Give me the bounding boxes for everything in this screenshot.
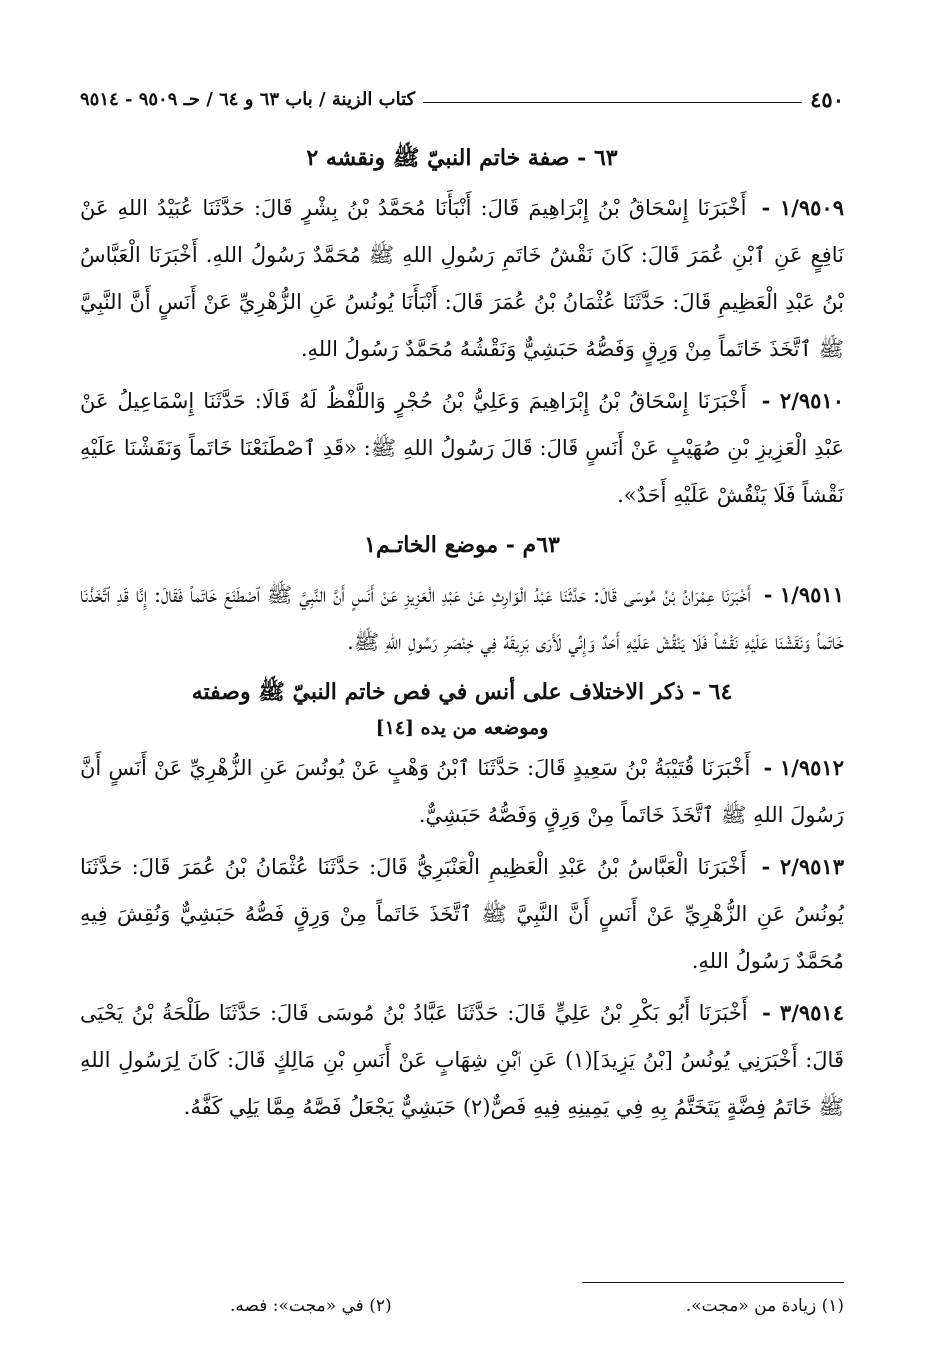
page-header	[80, 84, 844, 114]
chapter-heading: ٦٤ - ذكر الاختلاف على أنس في فص خاتم النبيّ ﷺ وصفته	[191, 679, 733, 705]
hadith-number: ١/٩٥١٢ -	[763, 755, 844, 780]
hadith-text: أَخْبَرَنَا أَبُو بَكْرِ بْنُ عَلِيٍّ قَالَ: حَدَّثَنَا عَبَّادُ بْنُ مُوسَى قَالَ: حَدَّثَنَا طَلْحَةُ بْنُ يَحْيَى قَالَ: أَخْبَرَنِي يُونُسُ [بْنُ يَزِيدَ](١) عَنِ ٱبْنِ شِهَابٍ عَنْ أَنَسِ بْنِ مَالِكٍ قَالَ: كَانَ لِرَسُولِ اللهِ ﷺ خَاتَمُ فِضَّةٍ يَتَخَتَّمُ بِهِ فِي يَمِينِهِ فِيهِ فَصٌّ(٢) حَبَشِيٌّ يَجْعَلُ فَصَّهُ مِمَّا يَلِي كَفَّهُ.	[80, 1001, 844, 1119]
hadith-text: أَخْبَرَنَا إِسْحَاقُ بْنُ إِبْرَاهِيمَ قَالَ: أَنْبَأَنَا مُحَمَّدُ بْنُ بِشْرٍ قَالَ: حَدَّثَنَا عُبَيْدُ اللهِ عَنْ نَافِعٍ عَنِ ٱبْنِ عُمَرَ قَالَ: كَانَ نَقْشُ خَاتَمِ رَسُولِ اللهِ ﷺ مُحَمَّدٌ رَسُولُ اللهِ. أَخْبَرَنَا الْعَبَّاسُ بْنُ عَبْدِ الْعَظِيمِ قَالَ: حَدَّثَنَا عُثْمَانُ بْنُ عُمَرَ قَالَ: أَنْبَأَنَا يُونُسُ عَنِ الزُّهْرِيِّ عَنْ أَنَسٍ أَنَّ النَّبِيَّ ﷺ ٱتَّخَذَ خَاتَماً مِنْ وَرِقٍ وَفَصُّهُ حَبَشِيٌّ وَنَقْشُهُ مُحَمَّدٌ رَسُولُ اللهِ.	[80, 196, 844, 361]
page-number: ٤٥٠	[810, 86, 844, 112]
hadith-number: ٣/٩٥١٤ -	[762, 1000, 844, 1025]
footnote-2: (٢) في «مجت»: فصه.	[230, 1296, 392, 1316]
running-title: كتاب الزينة / باب ٦٣ و ٦٤ / حـ ٩٥٠٩ - ٩٥١٤	[80, 88, 416, 110]
hadith-text: أَخْبَرَنَا إِسْحَاقُ بْنُ إِبْرَاهِيمَ وَعَلِيُّ بْنُ حُجْرٍ وَاللَّفْظُ لَهُ قَالَا: حَدَّثَنَا إِسْمَاعِيلُ عَنْ عَبْدِ الْعَزِيزِ بْنِ صُهَيْبٍ عَنْ أَنَسٍ قَالَ: قَالَ رَسُولُ اللهِ ﷺ: «قَدِ ٱصْطَنَعْنَا خَاتَماً وَنَقَشْنَا عَلَيْهِ نَقْشاً فَلَا يَنْقُشْ عَلَيْهِ أَحَدٌ».	[80, 389, 844, 507]
hadith-number: ٢/٩٥١٠ -	[761, 388, 844, 413]
hadith-paragraph	[80, 377, 844, 519]
footnote-divider	[582, 1282, 844, 1283]
hadith-paragraph	[80, 989, 844, 1131]
chapter-heading: ٦٣م - موضع الخاتـم١	[364, 532, 560, 558]
hadith-number: ١/٩٥٠٩ -	[761, 195, 844, 220]
hadith-text: أَخْبَرَنَا الْعَبَّاسُ بْنُ عَبْدِ الْعَظِيمِ الْعَنْبَرِيُّ قَالَ: حَدَّثَنَا عُثْمَانُ بْنُ عُمَرَ قَالَ: حَدَّثَنَا يُونُسُ عَنِ الزُّهْرِيِّ عَنْ أَنَسٍ أَنَّ النَّبِيَّ ﷺ ٱتَّخَذَ خَاتَماً مِنْ وَرِقٍ فَصُّهُ حَبَشِيٌّ وَنُقِشَ فِيهِ مُحَمَّدٌ رَسُولُ اللهِ.	[80, 855, 844, 973]
hadith-paragraph	[80, 184, 844, 373]
chapter-heading: ٦٣ - صفة خاتم النبيّ ﷺ ونقشه ٢	[306, 145, 618, 171]
hadith-paragraph	[80, 744, 844, 839]
hadith-number: ٢/٩٥١٣ -	[761, 854, 844, 879]
hadith-paragraph	[80, 571, 844, 666]
footnotes	[230, 1296, 844, 1316]
chapter-subheading: وموضعه من يده [١٤]	[375, 717, 549, 739]
hadith-text: أَخْبَرَنَا عِمْرَانُ بْنُ مُوسَى قَالَ: حَدَّثَنَا عَبْدُ الْوَارِثِ عَنْ عَبْدِ الْعَزِيزِ عَنْ أَنَسٍ أَنَّ النَّبِيَّ ﷺ ٱصْطَنَعَ خَاتَماً فَقَالَ: إِنَّا قَدِ ٱتَّخَذْنَا خَاتَماً وَنَقَشْنَا عَلَيْهِ نَقْشاً فَلَا يَنْقُشْ عَلَيْهِ أَحَدٌ وَإِنِّي لَأَرَى بَرِيقَهُ فِي خِنْصَرِ رَسُولِ اللهِ ﷺ.	[80, 583, 844, 654]
footnote-1: (١) زيادة من «مجت».	[685, 1296, 844, 1316]
header-rule	[423, 102, 802, 103]
hadith-number: ١/٩٥١١ -	[763, 582, 844, 607]
page-body	[80, 132, 844, 1135]
hadith-text: أَخْبَرَنَا قُتَيْبَةُ بْنُ سَعِيدٍ قَالَ: حَدَّثَنَا ٱبْنُ وَهْبٍ عَنْ يُونُسَ عَنِ الزُّهْرِيِّ عَنْ أَنَسٍ أَنَّ رَسُولَ اللهِ ﷺ ٱتَّخَذَ خَاتَماً مِنْ وَرِقٍ وَفَصُّهُ حَبَشِيٌّ.	[80, 756, 844, 827]
hadith-paragraph	[80, 843, 844, 985]
